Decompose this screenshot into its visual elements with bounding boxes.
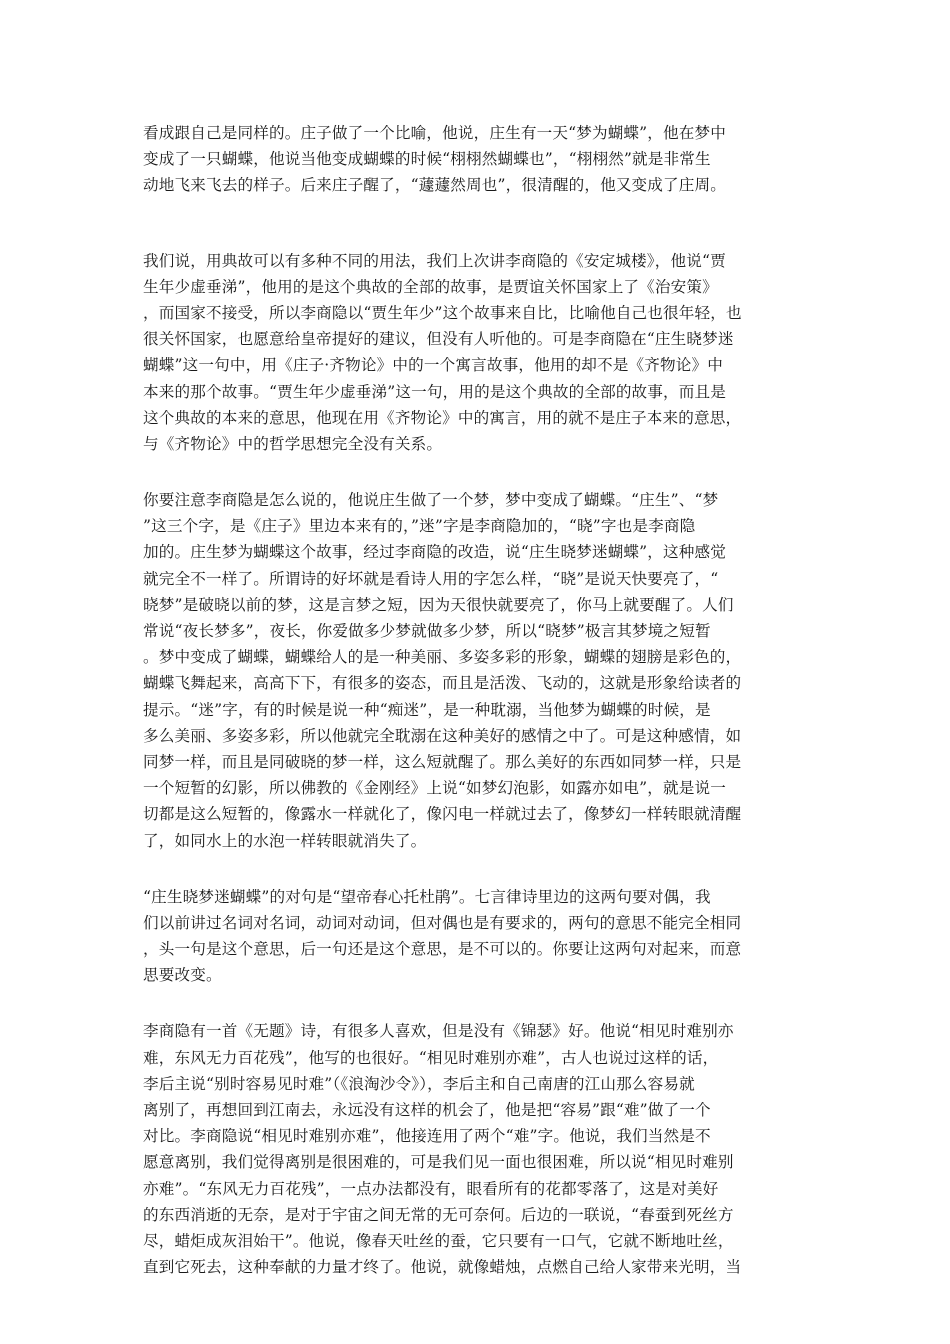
text-line: 动地飞来飞去的样子。后来庄子醒了，“蘧蘧然周也”，很清醒的，他又变成了庄周。 xyxy=(143,176,727,195)
text-line: 蝴蝶飞舞起来，高高下下，有很多的姿态，而且是活泼、飞动的，这就是形象给读者的 xyxy=(143,674,742,693)
text-line: 思要改变。 xyxy=(143,966,222,985)
text-line: 们以前讲过名词对名词，动词对动词，但对偶也是有要求的，两句的意思不能完全相同 xyxy=(143,913,742,932)
paragraph-1 xyxy=(143,120,811,199)
paragraph-4 xyxy=(143,884,811,989)
text-line: 你要注意李商隐是怎么说的，他说庄生做了一个梦，梦中变成了蝴蝶。“庄生”、“梦 xyxy=(143,491,719,510)
paragraph-5 xyxy=(143,1018,811,1280)
text-line: 了，如同水上的水泡一样转眼就消失了。 xyxy=(143,831,427,850)
text-line: 同梦一样，而且是同破晓的梦一样，这么短就醒了。那么美好的东西如同梦一样，只是 xyxy=(143,752,742,771)
text-line: 李后主说“别时容易见时难”（《浪淘沙令》），李后主和自己南唐的江山那么容易就 xyxy=(143,1074,695,1093)
text-line: 提示。“迷”字，有的时候是说一种“痴迷”，是一种耽溺，当他梦为蝴蝶的时候，是 xyxy=(143,700,711,719)
text-line: 直到它死去，这种奉献的力量才终了。他说，就像蜡烛，点燃自己给人家带来光明，当 xyxy=(143,1258,742,1277)
text-line: 这个典故的本来的意思，他现在用《齐物论》中的寓言，用的就不是庄子本来的意思， xyxy=(143,408,742,427)
text-line: 晓梦”是破晓以前的梦，这是言梦之短，因为天很快就要亮了，你马上就要醒了。人们 xyxy=(143,595,734,614)
text-line: 的东西消逝的无奈，是对于宇宙之间无常的无可奈何。后边的一联说，“春蚕到死丝方 xyxy=(143,1205,734,1224)
text-line: 本来的那个故事。“贾生年少虚垂涕”这一句，用的是这个典故的全部的故事，而且是 xyxy=(143,382,727,401)
text-line: 我们说，用典故可以有多种不同的用法，我们上次讲李商隐的《安定城楼》，他说“贾 xyxy=(143,251,726,270)
text-line: ”这三个字，是《庄子》里边本来有的，”迷”字是李商隐加的，“晓”字也是李商隐 xyxy=(143,517,696,536)
text-line: 对比。李商隐说“相见时难别亦难”，他接连用了两个“难”字。他说，我们当然是不 xyxy=(143,1127,711,1146)
text-line: 尽，蜡炬成灰泪始干”。他说，像春天吐丝的蚕，它只要有一口气，它就不断地吐丝， xyxy=(143,1231,734,1250)
text-line: 看成跟自己是同样的。庄子做了一个比喻，他说，庄生有一天“梦为蝴蝶”，他在梦中 xyxy=(143,124,727,142)
text-line: 很关怀国家，也愿意给皇帝提好的建议，但没有人听他的。可是李商隐在“庄生晓梦迷 xyxy=(143,330,734,349)
text-line: 变成了一只蝴蝶，他说当他变成蝴蝶的时候“栩栩然蝴蝶也”，“栩栩然”就是非常生 xyxy=(143,150,711,169)
text-line: ，而国家不接受，所以李商隐以“贾生年少”这个故事来自比，比喻他自己也很年轻，也 xyxy=(143,303,742,322)
paragraph-3 xyxy=(143,487,811,854)
text-line: 离别了，再想回到江南去，永远没有这样的机会了，他是把“容易”跟“难”做了一个 xyxy=(143,1101,711,1119)
text-line: 多么美丽、多姿多彩，所以他就完全耽溺在这种美好的感情之中了。可是这种感情，如 xyxy=(143,726,742,745)
text-line: 切都是这么短暂的，像露水一样就化了，像闪电一样就过去了，像梦幻一样转眼就清醒 xyxy=(143,805,742,824)
document-page xyxy=(143,120,811,1280)
text-line: 加的。庄生梦为蝴蝶这个故事，经过李商隐的改造，说“庄生晓梦迷蝴蝶”，这种感觉 xyxy=(143,543,727,562)
text-line: 生年少虚垂涕”，他用的是这个典故的全部的故事，是贾谊关怀国家上了《治安策》 xyxy=(143,277,718,296)
text-line: 蝴蝶”这一句中，用《庄子·齐物论》中的一个寓言故事，他用的却不是《齐物论》中 xyxy=(143,356,724,375)
text-line: ，头一句是这个意思，后一句还是这个意思，是不可以的。你要让这两句对起来，而意 xyxy=(143,940,742,959)
text-line: 一个短暂的幻影，所以佛教的《金刚经》上说“如梦幻泡影，如露亦如电”，就是说一 xyxy=(143,779,727,798)
text-line: 就完全不一样了。所谓诗的好坏就是看诗人用的字怎么样，“晓”是说天快要亮了，“ xyxy=(143,569,719,588)
text-line: 亦难”。“东风无力百花残”，一点办法都没有，眼看所有的花都零落了，这是对美好 xyxy=(143,1179,719,1198)
text-line: 愿意离别，我们觉得离别是很困难的，可是我们见一面也很困难，所以说“相见时难别 xyxy=(143,1153,734,1172)
text-line: 难，东风无力百花残”，他写的也很好。“相见时难别亦难”，古人也说过这样的话， xyxy=(143,1048,719,1067)
paragraph-2 xyxy=(143,248,811,458)
text-line: 李商隐有一首《无题》诗，有很多人喜欢，但是没有《锦瑟》好。他说“相见时难别亦 xyxy=(143,1022,734,1041)
text-line: 与《齐物论》中的哲学思想完全没有关系。 xyxy=(143,434,443,453)
text-line: “庄生晓梦迷蝴蝶”的对句是“望帝春心托杜鹃”。七言律诗里边的这两句要对偶，我 xyxy=(143,887,711,906)
text-line: 。梦中变成了蝴蝶，蝴蝶给人的是一种美丽、多姿多彩的形象，蝴蝶的翅膀是彩色的， xyxy=(143,648,742,667)
text-line: 常说“夜长梦多”，夜长，你爱做多少梦就做多少梦，所以“晓梦”极言其梦境之短暂 xyxy=(143,622,711,640)
